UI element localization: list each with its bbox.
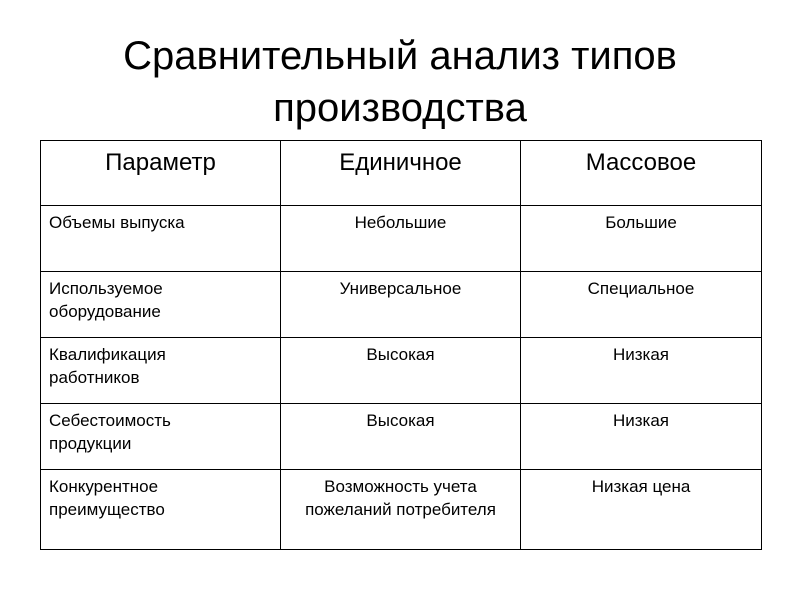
row-mass-value — [521, 206, 762, 272]
row-parameter — [41, 338, 281, 404]
cell-line: работников — [49, 368, 140, 387]
table-header-row — [41, 141, 762, 206]
cell-line: преимущество — [49, 500, 165, 519]
cell-line: Низкая цена — [591, 477, 691, 496]
cell-line: оборудование — [49, 302, 161, 321]
row-parameter — [41, 470, 281, 550]
row-mass-value — [521, 338, 762, 404]
header-mass-production: Массовое — [521, 141, 762, 206]
row-single-value — [281, 272, 521, 338]
slide-title-line-1: Сравнительный анализ типов — [123, 34, 677, 78]
slide-title-line-2: производства — [273, 86, 527, 130]
row-parameter — [41, 206, 281, 272]
table-row — [41, 338, 762, 404]
cell-line: Небольшие — [354, 213, 447, 232]
row-mass-value — [521, 404, 762, 470]
table-row — [41, 272, 762, 338]
cell-line: продукции — [49, 434, 132, 453]
row-single-value — [281, 338, 521, 404]
header-parameter: Параметр — [41, 141, 281, 206]
cell-line: Низкая — [612, 345, 670, 364]
cell-line: Высокая — [366, 411, 435, 430]
cell-line: Себестоимость — [49, 411, 171, 430]
cell-line: Универсальное — [339, 279, 462, 298]
comparison-table — [40, 140, 762, 550]
row-single-value — [281, 470, 521, 550]
row-single-value — [281, 206, 521, 272]
row-single-value — [281, 404, 521, 470]
cell-line: Большие — [605, 213, 677, 232]
cell-line: Используемое — [49, 279, 163, 298]
cell-line: Квалификация — [49, 345, 166, 364]
cell-line: Конкурентное — [49, 477, 159, 496]
table-row — [41, 206, 762, 272]
table-row — [41, 470, 762, 550]
header-single-production: Единичное — [281, 141, 521, 206]
row-parameter — [41, 272, 281, 338]
cell-line: Специальное — [587, 279, 695, 298]
row-mass-value — [521, 272, 762, 338]
table-row — [41, 404, 762, 470]
cell-line: Низкая — [612, 411, 670, 430]
cell-line: Высокая — [366, 345, 435, 364]
row-mass-value — [521, 470, 762, 550]
cell-line: Объемы выпуска — [49, 213, 185, 232]
row-parameter — [41, 404, 281, 470]
slide-title — [0, 30, 800, 134]
cell-line: Возможность учета — [324, 477, 477, 496]
cell-line: пожеланий потребителя — [305, 500, 496, 519]
